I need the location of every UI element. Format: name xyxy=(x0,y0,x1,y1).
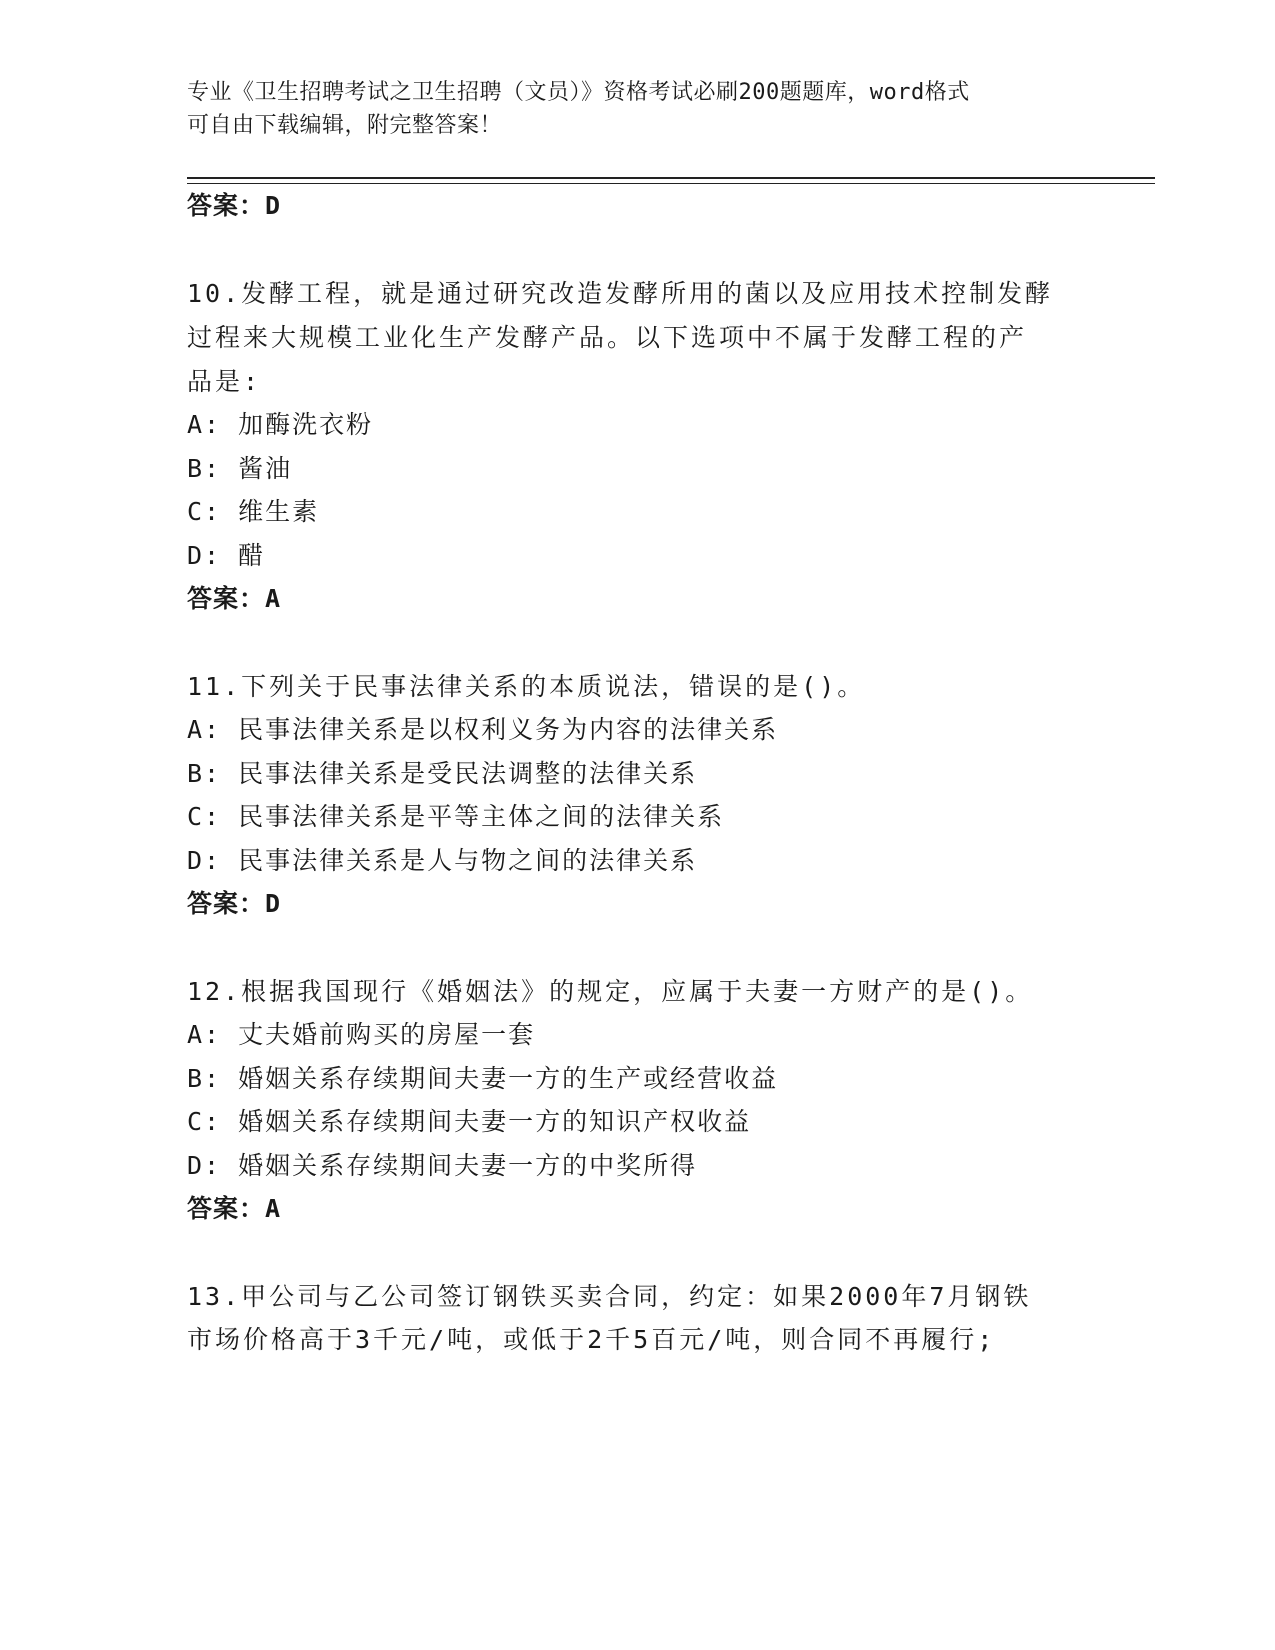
question-11-answer: 答案：D xyxy=(187,889,282,918)
question-13-stem-line-2: 市场价格高于3千元/吨，或低于2千5百元/吨，则合同不再履行; xyxy=(187,1325,996,1354)
question-10-option-a: A: 加酶洗衣粉 xyxy=(187,410,374,439)
document-header xyxy=(187,76,1087,142)
question-13-stem-line-1: 13.甲公司与乙公司签订钢铁买卖合同，约定：如果2000年7月钢铁 xyxy=(187,1282,1032,1311)
question-10-answer: 答案：A xyxy=(187,584,282,613)
question-12-stem-line-1: 12.根据我国现行《婚姻法》的规定，应属于夫妻一方财产的是()。 xyxy=(187,977,1034,1006)
previous-answer: 答案：D xyxy=(187,191,282,220)
question-12-option-a: A: 丈夫婚前购买的房屋一套 xyxy=(187,1020,536,1049)
question-11-option-a: A: 民事法律关系是以权利义务为内容的法律关系 xyxy=(187,715,779,744)
question-12-option-c: C: 婚姻关系存续期间夫妻一方的知识产权收益 xyxy=(187,1107,752,1136)
header-line-1: 专业《卫生招聘考试之卫生招聘（文员）》资格考试必刷200题题库，word格式 xyxy=(187,80,970,105)
question-11-option-d: D: 民事法律关系是人与物之间的法律关系 xyxy=(187,846,698,875)
question-11-stem-line-1: 11.下列关于民事法律关系的本质说法，错误的是()。 xyxy=(187,672,866,701)
question-11-option-b: B: 民事法律关系是受民法调整的法律关系 xyxy=(187,759,698,788)
question-10-stem-line-1: 10.发酵工程，就是通过研究改造发酵所用的菌以及应用技术控制发酵 xyxy=(187,279,1054,308)
question-10-option-c: C: 维生素 xyxy=(187,497,320,526)
question-10-option-d: D: 醋 xyxy=(187,541,266,570)
header-rule-thin xyxy=(187,183,1155,184)
question-12-option-d: D: 婚姻关系存续期间夫妻一方的中奖所得 xyxy=(187,1151,698,1180)
header-rule-thick xyxy=(187,177,1155,179)
question-12-option-b: B: 婚姻关系存续期间夫妻一方的生产或经营收益 xyxy=(187,1064,779,1093)
question-10-stem-line-3: 品是: xyxy=(187,367,262,396)
question-11-option-c: C: 民事法律关系是平等主体之间的法律关系 xyxy=(187,802,725,831)
question-10-option-b: B: 酱油 xyxy=(187,454,293,483)
header-line-2: 可自由下载编辑，附完整答案！ xyxy=(187,113,503,138)
question-12-answer: 答案：A xyxy=(187,1194,282,1223)
question-10-stem-line-2: 过程来大规模工业化生产发酵产品。以下选项中不属于发酵工程的产 xyxy=(187,323,1028,352)
